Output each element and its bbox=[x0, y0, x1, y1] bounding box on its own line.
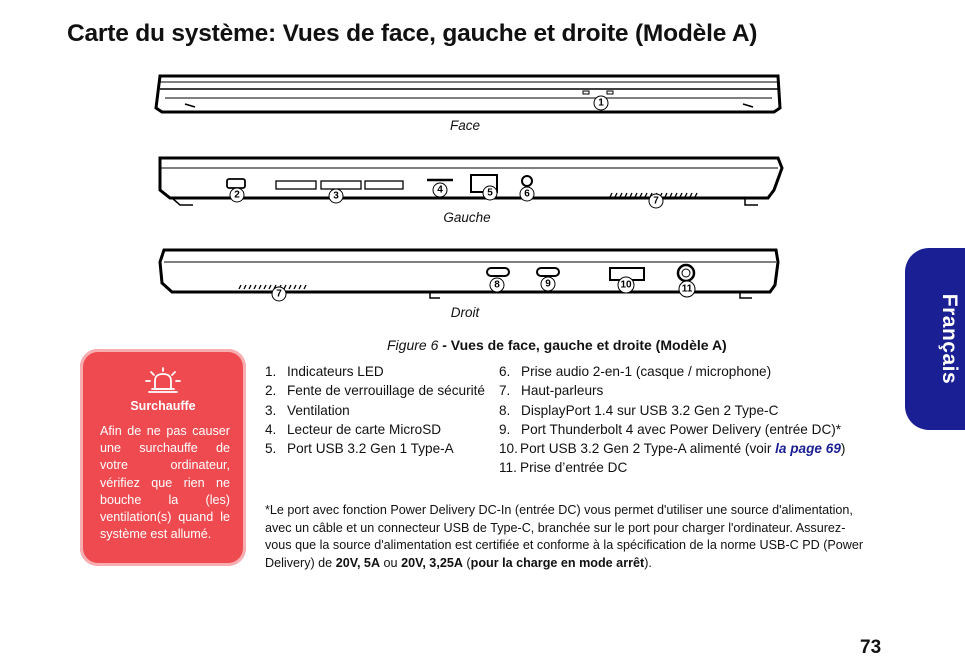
overheat-alarm-icon bbox=[143, 367, 183, 397]
callout-7-left: 7 bbox=[653, 195, 659, 207]
list-item bbox=[499, 420, 845, 439]
callout-2: 2 bbox=[234, 189, 240, 201]
list-item-text: Port USB 3.2 Gen 2 Type-A alimenté (voir bbox=[520, 441, 776, 457]
left-view-drawing bbox=[160, 158, 782, 205]
warning-title: Surchauffe bbox=[130, 399, 196, 413]
list-item-number: 6. bbox=[499, 364, 511, 379]
page-69-link[interactable]: la page 69 bbox=[775, 441, 841, 457]
note-bold-1: 20V, 5A bbox=[335, 555, 381, 570]
list-item bbox=[265, 420, 485, 439]
list-item bbox=[265, 439, 485, 458]
list-item bbox=[499, 439, 845, 458]
callout-1: 1 bbox=[598, 97, 604, 109]
list-item-text-after: ) bbox=[840, 441, 846, 457]
list-item-number: 9. bbox=[499, 421, 511, 437]
note-text: ou bbox=[380, 555, 402, 570]
list-item-number: 8. bbox=[499, 402, 511, 418]
list-item-number: 7. bbox=[499, 383, 511, 399]
legend-list-right bbox=[499, 362, 845, 478]
callout-8: 8 bbox=[494, 279, 500, 291]
list-item bbox=[265, 381, 485, 400]
list-item bbox=[265, 401, 485, 420]
callout-3: 3 bbox=[333, 190, 339, 202]
power-delivery-note bbox=[265, 502, 865, 572]
front-view-label: Face bbox=[449, 118, 480, 133]
callout-7-right: 7 bbox=[276, 288, 282, 300]
note-text: ). bbox=[644, 555, 652, 570]
list-item bbox=[499, 362, 845, 381]
callout-10: 10 bbox=[620, 279, 632, 291]
list-item-text: Ventilation bbox=[287, 402, 350, 418]
legend-list-left bbox=[265, 362, 485, 458]
list-item-number: 1. bbox=[265, 364, 277, 379]
list-item-text: Prise audio 2-en-1 (casque / microphone) bbox=[521, 364, 772, 379]
list-item-text: Haut-parleurs bbox=[521, 383, 604, 399]
front-view-drawing bbox=[156, 76, 780, 112]
left-view-label: Gauche bbox=[443, 210, 491, 225]
list-item-text: Port Thunderbolt 4 avec Power Delivery (entrée DC)* bbox=[521, 421, 842, 437]
figure-caption bbox=[387, 337, 727, 353]
list-item-text: Port USB 3.2 Gen 1 Type-A bbox=[287, 441, 454, 457]
note-bold-3: pour la charge en mode arrêt bbox=[470, 555, 645, 570]
figure-caption-prefix: Figure 6 bbox=[387, 337, 439, 353]
callout-4: 4 bbox=[437, 184, 443, 196]
note-bold-2: 20V, 3,25A bbox=[401, 555, 463, 570]
list-item bbox=[499, 458, 845, 477]
note-text: *Le port avec fonction Power Delivery DC-In (entrée DC) vous permet d'utiliser une source d'alimentation, avec un câble et un connecteur USB de Type-C, branchée sur le port pour charger l'ordinateur. Assurez-vous que la source d'alimentation est certifiée et conforme à la spécification de la norme USB-C PD (Power Delivery) de bbox=[265, 503, 864, 570]
list-item-text: Lecteur de carte MicroSD bbox=[287, 421, 442, 437]
callout-9: 9 bbox=[545, 278, 551, 290]
warning-text: Afin de ne pas causer une surchauffe de votre ordinateur, vérifiez que rien ne bouche la (les) ventilation(s) quand le système est allumé. bbox=[100, 424, 230, 542]
list-item-number: 3. bbox=[265, 402, 277, 418]
list-item-text: DisplayPort 1.4 sur USB 3.2 Gen 2 Type-C bbox=[521, 402, 779, 418]
list-item-text: Prise d’entrée DC bbox=[520, 460, 628, 476]
list-item-number: 11. bbox=[499, 460, 517, 476]
callout-5: 5 bbox=[487, 187, 493, 199]
list-item bbox=[499, 401, 845, 420]
language-tab-label: Français bbox=[938, 293, 961, 385]
list-item-number: 2. bbox=[265, 383, 277, 399]
list-item-number: 10. bbox=[499, 441, 518, 457]
list-item-number: 5. bbox=[265, 441, 277, 457]
list-item-text: Indicateurs LED bbox=[287, 364, 384, 379]
figure-caption-text: - Vues de face, gauche et droite (Modèle A) bbox=[438, 337, 727, 353]
list-item-text: Fente de verrouillage de sécurité bbox=[287, 383, 485, 399]
callout-11: 11 bbox=[681, 283, 693, 295]
page-title: Carte du système: Vues de face, gauche et droite (Modèle A) bbox=[67, 20, 758, 47]
laptop-views-diagram bbox=[0, 0, 950, 330]
page-number: 73 bbox=[860, 637, 882, 658]
callout-6: 6 bbox=[524, 188, 530, 200]
overheat-warning-box bbox=[80, 349, 246, 566]
list-item-number: 4. bbox=[265, 421, 277, 437]
list-item bbox=[265, 362, 485, 381]
list-item bbox=[499, 381, 845, 400]
note-text: ( bbox=[462, 555, 471, 570]
right-view-label: Droit bbox=[450, 305, 480, 320]
